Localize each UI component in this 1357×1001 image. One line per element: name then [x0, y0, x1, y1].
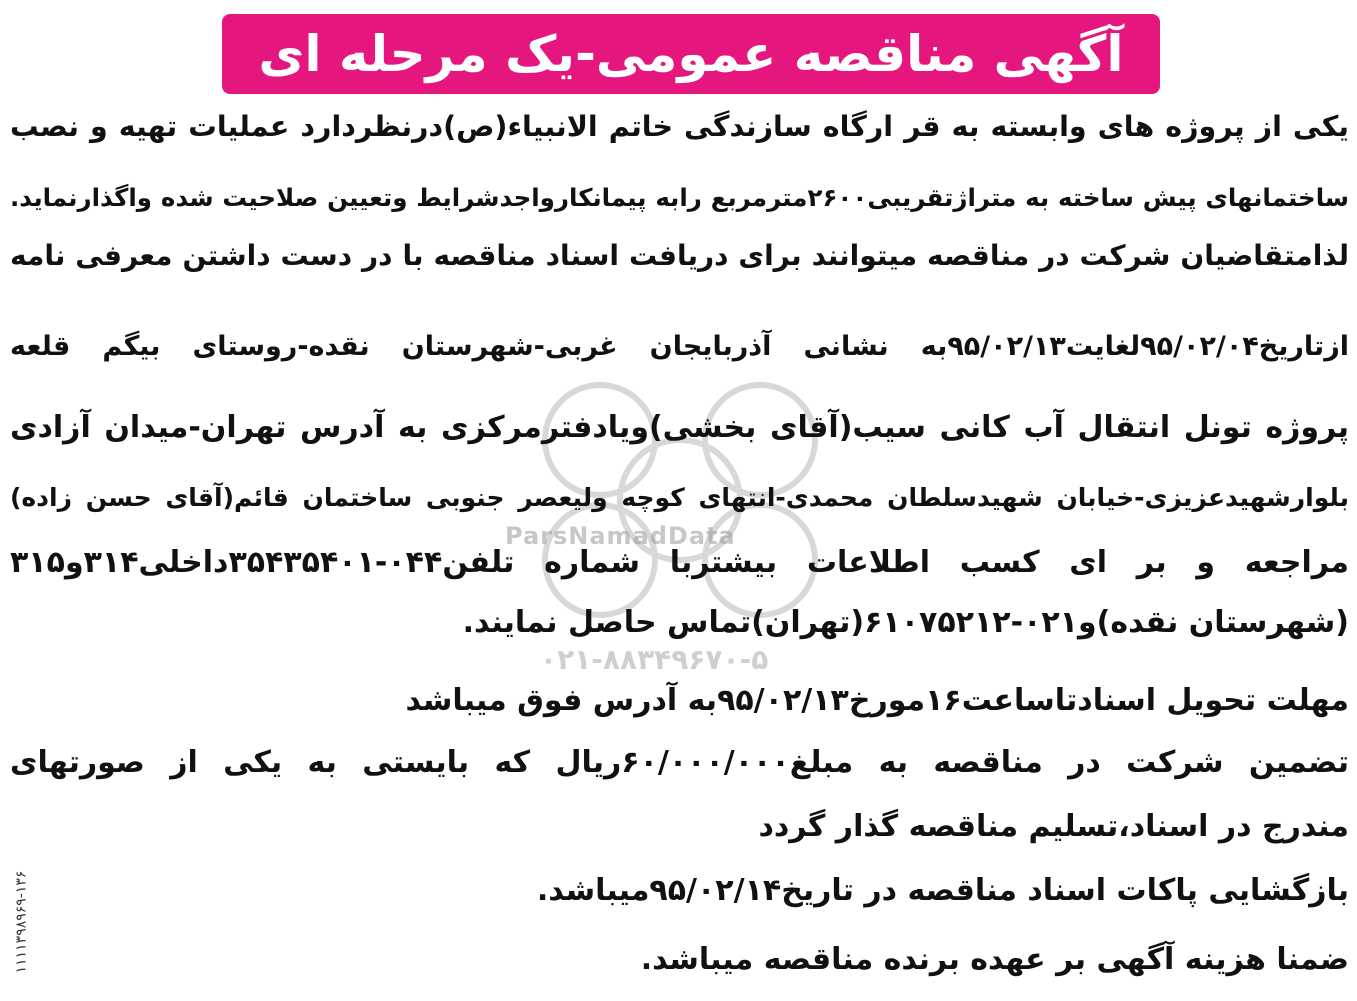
- notice-line-10: تضمین شرکت در مناقصه به مبلغ۶۰/۰۰۰/۰۰۰ریال که بایستی به یکی از صورتهای: [10, 745, 1349, 780]
- watermark-phone: ۰۲۱-۸۸۳۴۹۶۷۰-۵: [540, 643, 769, 676]
- notice-line-4: ازتاریخ۹۵/۰۲/۰۴لغایت۹۵/۰۲/۱۳به نشانی آذربایجان غربی-شهرستان نقده-روستای بیگم قلعه: [10, 331, 1349, 362]
- side-code-text: ۱۱۱۱۳۹۸۹۶۹-۱۳۶: [13, 870, 29, 974]
- notice-line-8: (شهرستان نقده)و۰۲۱-۶۱۰۷۵۲۱۲(تهران)تماس حاصل نمایند.: [462, 605, 1349, 640]
- side-code: [6, 852, 36, 992]
- notice-line-9: مهلت تحویل اسنادتاساعت۱۶مورخ۹۵/۰۲/۱۳به آدرس فوق میباشد: [405, 683, 1349, 718]
- notice-line-1: یکی از پروژه های وابسته به قر ارگاه سازندگی خاتم الانبیاء(ص)درنظردارد عملیات تهیه و نصب: [10, 110, 1349, 143]
- notice-line-13: ضمنا هزینه آگهی بر عهده برنده مناقصه میباشد.: [640, 942, 1349, 977]
- page-title: آگهی مناقصه عمومی-یک مرحله ای: [258, 25, 1124, 83]
- notice-line-6: بلوارشهیدعزیزی-خیابان شهیدسلطان محمدی-انتهای کوچه ولیعصر جنوبی ساختمان قائم(آقای حسن زاده): [10, 483, 1349, 512]
- notice-line-3: لذامتقاضیان شرکت در مناقصه میتوانند برای دریافت اسناد مناقصه با در دست داشتن معرفی نامه: [10, 239, 1349, 272]
- notice-line-7: مراجعه و بر ای کسب اطلاعات بیشتربا شماره تلفن۰۴۴-۳۵۴۳۵۴۰۱داخلی۳۱۴و۳۱۵: [10, 545, 1349, 580]
- notice-line-12: بازگشایی پاکات اسناد مناقصه در تاریخ۹۵/۰۲/۱۴میباشد.: [536, 873, 1349, 908]
- notice-line-11: مندرج در اسناد،تسلیم مناقصه گذار گردد: [758, 809, 1349, 844]
- watermark-brand: ParsNamadData: [505, 522, 736, 550]
- notice-line-5: پروژه تونل انتقال آب کانی سیب(آقای بخشی)ویادفترمرکزی به آدرس تهران-میدان آزادی: [10, 410, 1349, 445]
- notice-line-2: ساختمانهای پیش ساخته به متراژتقریبی۲۶۰۰مترمربع رابه پیمانکارواجدشرایط وتعیین صلاحیت شده واگذارنماید.: [10, 183, 1349, 212]
